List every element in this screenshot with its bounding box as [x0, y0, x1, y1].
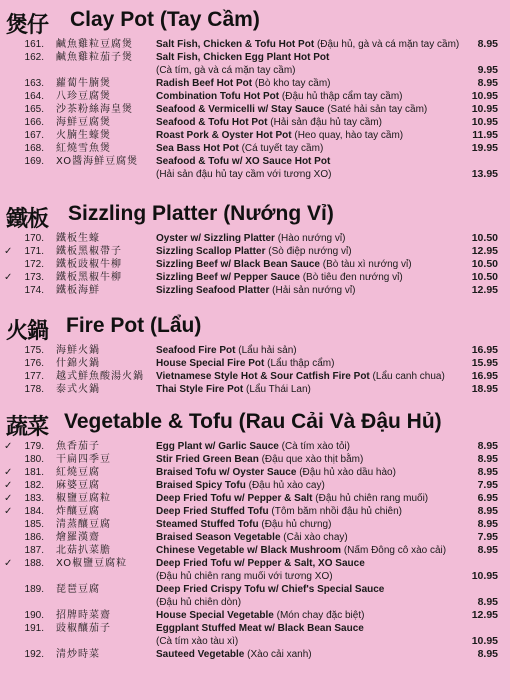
item-chinese-name: 海鮮火鍋	[56, 345, 100, 356]
item-name: Braised Tofu w/ Oyster Sauce	[156, 467, 297, 478]
item-chinese-name: 鐵板黑椒牛柳	[56, 272, 122, 283]
menu-item	[0, 453, 510, 466]
item-name: Sauteed Vegetable	[156, 649, 245, 660]
item-vietnamese-name: (Đậu hủ chiên rang muối)	[315, 493, 429, 504]
item-chinese-name: 泰式火鍋	[56, 384, 100, 395]
item-chinese-name: 越式鮮魚酸湯火鍋	[56, 371, 144, 382]
item-price: 12.95	[471, 245, 498, 257]
item-number: 182.	[24, 480, 44, 491]
item-description	[156, 453, 466, 466]
item-description	[156, 142, 466, 155]
item-name: Seafood & Tofu Hot Pot	[156, 117, 268, 128]
item-name: Egg Plant w/ Garlic Sauce	[156, 441, 279, 452]
menu-item	[0, 129, 510, 142]
item-vietnamese-name: (Hải sản nướng vỉ)	[272, 285, 356, 296]
item-chinese-name: 琵琶豆腐	[56, 584, 100, 595]
item-description	[156, 370, 466, 383]
item-name: Eggplant Stuffed Meat w/ Black Bean Sauce	[156, 623, 364, 634]
menu-item	[0, 77, 510, 90]
item-number: 190.	[24, 610, 44, 621]
item-price: 8.95	[477, 648, 498, 660]
item-list	[0, 232, 510, 297]
section-title: Sizzling Platter (Nướng Vỉ)	[68, 202, 334, 225]
item-number: 186.	[24, 532, 44, 543]
check-mark-icon: ✓	[4, 246, 13, 257]
item-number: 161.	[24, 39, 44, 50]
item-vietnamese-name: (Cà tím xào tàu xì)	[156, 636, 239, 647]
section-fire-pot	[0, 312, 510, 396]
item-price: 10.95	[471, 570, 498, 582]
item-chinese-name: 鐵板黑椒帶子	[56, 246, 122, 257]
item-price: 7.95	[477, 531, 498, 543]
item-description	[156, 38, 466, 51]
item-price: 8.95	[477, 440, 498, 452]
item-price: 8.95	[477, 544, 498, 556]
item-description	[156, 383, 466, 396]
item-number: 191.	[24, 623, 44, 634]
item-chinese-name: 魚香茄子	[56, 441, 100, 452]
item-number: 192.	[24, 649, 44, 660]
item-number: 184.	[24, 506, 44, 517]
item-price: 16.95	[471, 344, 498, 356]
item-price: 8.95	[477, 505, 498, 517]
item-name: Sea Bass Hot Pot	[156, 143, 239, 154]
item-description	[156, 583, 466, 609]
item-vietnamese-name: (Lẩu Thái Lan)	[246, 384, 311, 395]
menu-item	[0, 245, 510, 258]
item-name: Seafood & Tofu w/ XO Sauce Hot Pot	[156, 156, 331, 167]
menu-item	[0, 479, 510, 492]
item-number: 166.	[24, 117, 44, 128]
item-number: 180.	[24, 454, 44, 465]
item-chinese-name: 鹹魚雞粒豆腐煲	[56, 39, 133, 50]
item-number: 169.	[24, 156, 44, 167]
item-vietnamese-name: (Cà tím xào tỏi)	[281, 441, 350, 452]
item-price: 10.50	[471, 258, 498, 270]
menu-item	[0, 51, 510, 77]
section-header	[0, 312, 510, 344]
item-vietnamese-name: (Món chay đặc biệt)	[276, 610, 365, 621]
section-title-chinese: 鐵板	[6, 207, 49, 232]
item-description	[156, 518, 466, 531]
check-mark-icon: ✓	[4, 493, 13, 504]
item-number: 189.	[24, 584, 44, 595]
item-number: 163.	[24, 78, 44, 89]
item-chinese-name: 鐵板豉椒牛柳	[56, 259, 122, 270]
item-name: Seafood & Vermicelli w/ Stay Sauce	[156, 104, 325, 115]
item-name: Deep Fried Stuffed Tofu	[156, 506, 269, 517]
menu-item	[0, 583, 510, 609]
item-number: 165.	[24, 104, 44, 115]
item-description	[156, 77, 466, 90]
item-name: Steamed Stuffed Tofu	[156, 519, 259, 530]
item-price: 10.95	[471, 635, 498, 647]
item-vietnamese-name: (Lẩu thập cẩm)	[267, 358, 335, 369]
menu-item	[0, 557, 510, 583]
menu-item	[0, 518, 510, 531]
menu-item	[0, 505, 510, 518]
item-description	[156, 271, 466, 284]
item-vietnamese-name: (Đậu hủ xào cay)	[248, 480, 325, 491]
item-name: Braised Season Vegetable	[156, 532, 281, 543]
item-number: 162.	[24, 52, 44, 63]
item-vietnamese-name: (Đậu hủ chiên dòn)	[156, 597, 242, 608]
item-description	[156, 622, 466, 648]
item-price: 12.95	[471, 609, 498, 621]
item-name: Braised Spicy Tofu	[156, 480, 246, 491]
item-number: 188.	[24, 558, 44, 569]
section-title: Fire Pot (Lẩu)	[66, 314, 202, 337]
item-vietnamese-name: (Đậu hủ chiên rang muối với tương XO)	[156, 571, 333, 582]
item-description	[156, 284, 466, 297]
item-name: House Special Vegetable	[156, 610, 274, 621]
item-vietnamese-name: (Đậu hủ xào dầu hào)	[299, 467, 396, 478]
item-chinese-name: 豉椒釀茄子	[56, 623, 111, 634]
item-number: 173.	[24, 272, 44, 283]
section-header	[0, 6, 510, 38]
item-price: 15.95	[471, 357, 498, 369]
item-vietnamese-name: (Nấm Đông cô xào cải)	[343, 545, 447, 556]
item-number: 167.	[24, 130, 44, 141]
menu-item	[0, 155, 510, 181]
item-vietnamese-name: (Cà tím, gà và cá mặn tay cầm)	[156, 65, 296, 76]
menu-item	[0, 531, 510, 544]
item-name: Sizzling Seafood Platter	[156, 285, 270, 296]
item-description	[156, 344, 466, 357]
item-list	[0, 344, 510, 396]
item-chinese-name: 燴羅漢齋	[56, 532, 100, 543]
item-price: 8.95	[477, 518, 498, 530]
item-vietnamese-name: (Hải sản đậu hủ tay cầm với tương XO)	[156, 169, 332, 180]
item-price: 8.95	[477, 596, 498, 608]
item-number: 187.	[24, 545, 44, 556]
item-name: Roast Pork & Oyster Hot Pot	[156, 130, 292, 141]
item-price: 11.95	[472, 129, 498, 141]
item-chinese-name: 清炒時菜	[56, 649, 100, 660]
item-number: 177.	[24, 371, 44, 382]
item-chinese-name: 海鮮豆腐煲	[56, 117, 111, 128]
item-description	[156, 440, 466, 453]
item-name: Stir Fried Green Bean	[156, 454, 259, 465]
item-description	[156, 557, 466, 583]
item-number: 174.	[24, 285, 44, 296]
item-name: Sizzling Scallop Platter	[156, 246, 266, 257]
item-vietnamese-name: (Bò tiêu đen nướng vỉ)	[302, 272, 403, 283]
item-vietnamese-name: (Sò điệp nướng vỉ)	[268, 246, 352, 257]
item-number: 181.	[24, 467, 44, 478]
item-description	[156, 648, 466, 661]
item-name: Salt Fish, Chicken Egg Plant Hot Pot	[156, 52, 330, 63]
item-chinese-name: 什錦火鍋	[56, 358, 100, 369]
item-chinese-name: 火腩生蠔煲	[56, 130, 111, 141]
check-mark-icon: ✓	[4, 467, 13, 478]
item-chinese-name: 椒鹽豆腐粒	[56, 493, 111, 504]
item-vietnamese-name: (Xào cải xanh)	[247, 649, 312, 660]
item-number: 172.	[24, 259, 44, 270]
item-chinese-name: XO椒鹽豆腐粒	[56, 558, 128, 569]
item-price: 19.95	[471, 142, 498, 154]
item-chinese-name: 蘿蔔牛腩煲	[56, 78, 111, 89]
item-name: Salt Fish, Chicken & Tofu Hot Pot	[156, 39, 315, 50]
section-title-chinese: 煲仔	[6, 13, 49, 38]
item-chinese-name: 鐵板生蠔	[56, 233, 100, 244]
menu-item	[0, 116, 510, 129]
item-price: 13.95	[471, 168, 498, 180]
menu-item	[0, 370, 510, 383]
menu-item	[0, 38, 510, 51]
menu-item	[0, 258, 510, 271]
item-vietnamese-name: (Cải xào chay)	[283, 532, 348, 543]
item-name: Sizzling Beef w/ Pepper Sauce	[156, 272, 300, 283]
section-sizzling-platter	[0, 200, 510, 297]
item-name: House Special Fire Pot	[156, 358, 265, 369]
item-description	[156, 466, 466, 479]
item-vietnamese-name: (Saté hải sản tay cầm)	[327, 104, 428, 115]
item-price: 18.95	[471, 383, 498, 395]
item-description	[156, 103, 466, 116]
item-description	[156, 155, 466, 181]
item-description	[156, 258, 466, 271]
item-price: 16.95	[471, 370, 498, 382]
menu-item	[0, 271, 510, 284]
item-description	[156, 505, 466, 518]
item-price: 7.95	[477, 479, 498, 491]
check-mark-icon: ✓	[4, 272, 13, 283]
item-number: 164.	[24, 91, 44, 102]
item-vietnamese-name: (Tôm băm nhồi đậu hủ chiên)	[271, 506, 402, 517]
section-header	[0, 200, 510, 232]
item-description	[156, 492, 466, 505]
item-vietnamese-name: (Đậu hủ, gà và cá mặn tay cầm)	[316, 39, 460, 50]
item-price: 12.95	[471, 284, 498, 296]
menu-item	[0, 648, 510, 661]
menu-item	[0, 492, 510, 505]
section-title: Clay Pot (Tay Cầm)	[70, 8, 260, 31]
check-mark-icon: ✓	[4, 441, 13, 452]
menu-item	[0, 622, 510, 648]
item-number: 175.	[24, 345, 44, 356]
menu-item	[0, 142, 510, 155]
menu-item	[0, 544, 510, 557]
menu-item	[0, 466, 510, 479]
item-price: 10.95	[471, 90, 498, 102]
item-name: Deep Fried Crispy Tofu w/ Chief's Special Sauce	[156, 584, 385, 595]
item-price: 6.95	[477, 492, 498, 504]
item-chinese-name: 清蒸釀豆腐	[56, 519, 111, 530]
item-chinese-name: XO醬海鮮豆腐煲	[56, 156, 139, 167]
item-description	[156, 479, 466, 492]
item-chinese-name: 沙茶粉絲海皇煲	[56, 104, 133, 115]
section-vegetable-tofu	[0, 408, 510, 661]
menu-item	[0, 357, 510, 370]
item-chinese-name: 紅燒雪魚煲	[56, 143, 111, 154]
item-description	[156, 51, 466, 77]
item-vietnamese-name: (Heo quay, hào tay cầm)	[294, 130, 404, 141]
section-header	[0, 408, 510, 440]
item-description	[156, 232, 466, 245]
section-title: Vegetable & Tofu (Rau Cải Và Đậu Hủ)	[64, 410, 442, 433]
item-name: Combination Tofu Hot Pot	[156, 91, 280, 102]
item-chinese-name: 八珍豆腐煲	[56, 91, 111, 102]
check-mark-icon: ✓	[4, 506, 13, 517]
item-description	[156, 531, 466, 544]
item-vietnamese-name: (Đậu que xào thịt bằm)	[261, 454, 364, 465]
item-name: Deep Fried Tofu w/ Pepper & Salt, XO Sauce	[156, 558, 365, 569]
item-name: Oyster w/ Sizzling Platter	[156, 233, 275, 244]
item-vietnamese-name: (Lẩu hải sản)	[238, 345, 297, 356]
item-vietnamese-name: (Hải sản đậu hủ tay cầm)	[270, 117, 382, 128]
item-number: 183.	[24, 493, 44, 504]
item-number: 170.	[24, 233, 44, 244]
menu-item	[0, 90, 510, 103]
item-number: 176.	[24, 358, 44, 369]
menu-item	[0, 232, 510, 245]
item-vietnamese-name: (Hào nướng vỉ)	[277, 233, 346, 244]
item-name: Sizzling Beef w/ Black Bean Sauce	[156, 259, 320, 270]
item-number: 171.	[24, 246, 44, 257]
check-mark-icon: ✓	[4, 480, 13, 491]
item-chinese-name: 麻婆豆腐	[56, 480, 100, 491]
item-number: 168.	[24, 143, 44, 154]
item-chinese-name: 干扁四季豆	[56, 454, 111, 465]
item-description	[156, 129, 466, 142]
item-list	[0, 440, 510, 661]
item-price: 8.95	[477, 466, 498, 478]
item-price: 8.95	[477, 77, 498, 89]
item-price: 8.95	[477, 453, 498, 465]
item-price: 10.95	[471, 116, 498, 128]
item-description	[156, 609, 466, 622]
menu-item	[0, 440, 510, 453]
menu-item	[0, 344, 510, 357]
item-vietnamese-name: (Bò tàu xì nướng vỉ)	[322, 259, 412, 270]
menu-item	[0, 103, 510, 116]
section-title-chinese: 蔬菜	[6, 415, 49, 440]
item-vietnamese-name: (Đậu hủ chưng)	[261, 519, 332, 530]
item-number: 179.	[24, 441, 44, 452]
menu-item	[0, 284, 510, 297]
item-list	[0, 38, 510, 181]
item-description	[156, 357, 466, 370]
menu-item	[0, 609, 510, 622]
item-price: 10.95	[471, 103, 498, 115]
item-name: Vietnamese Style Hot & Sour Catfish Fire Pot	[156, 371, 370, 382]
item-vietnamese-name: (Bò kho tay cầm)	[254, 78, 331, 89]
item-vietnamese-name: (Đậu hủ thập cẩm tay cầm)	[281, 91, 403, 102]
section-title-chinese: 火鍋	[6, 319, 49, 344]
item-description	[156, 90, 466, 103]
item-name: Chinese Vegetable w/ Black Mushroom	[156, 545, 342, 556]
item-name: Deep Fried Tofu w/ Pepper & Salt	[156, 493, 313, 504]
item-price: 8.95	[477, 38, 498, 50]
item-name: Seafood Fire Pot	[156, 345, 236, 356]
check-mark-icon: ✓	[4, 558, 13, 569]
item-price: 9.95	[477, 64, 498, 76]
item-name: Radish Beef Hot Pot	[156, 78, 253, 89]
item-chinese-name: 鐵板海鮮	[56, 285, 100, 296]
item-number: 178.	[24, 384, 44, 395]
menu-item	[0, 383, 510, 396]
section-clay-pot	[0, 6, 510, 181]
item-name: Thai Style Fire Pot	[156, 384, 244, 395]
item-chinese-name: 鹹魚雞粒茄子煲	[56, 52, 133, 63]
item-chinese-name: 招牌時菜齋	[56, 610, 111, 621]
item-chinese-name: 紅燒豆腐	[56, 467, 100, 478]
item-vietnamese-name: (Cá tuyết tay cầm)	[241, 143, 324, 154]
item-price: 10.50	[471, 271, 498, 283]
item-chinese-name: 炸釀豆腐	[56, 506, 100, 517]
item-description	[156, 245, 466, 258]
item-number: 185.	[24, 519, 44, 530]
item-vietnamese-name: (Lẩu canh chua)	[372, 371, 445, 382]
item-chinese-name: 北菇扒菜膽	[56, 545, 111, 556]
item-description	[156, 544, 466, 557]
item-price: 10.50	[471, 232, 498, 244]
item-description	[156, 116, 466, 129]
